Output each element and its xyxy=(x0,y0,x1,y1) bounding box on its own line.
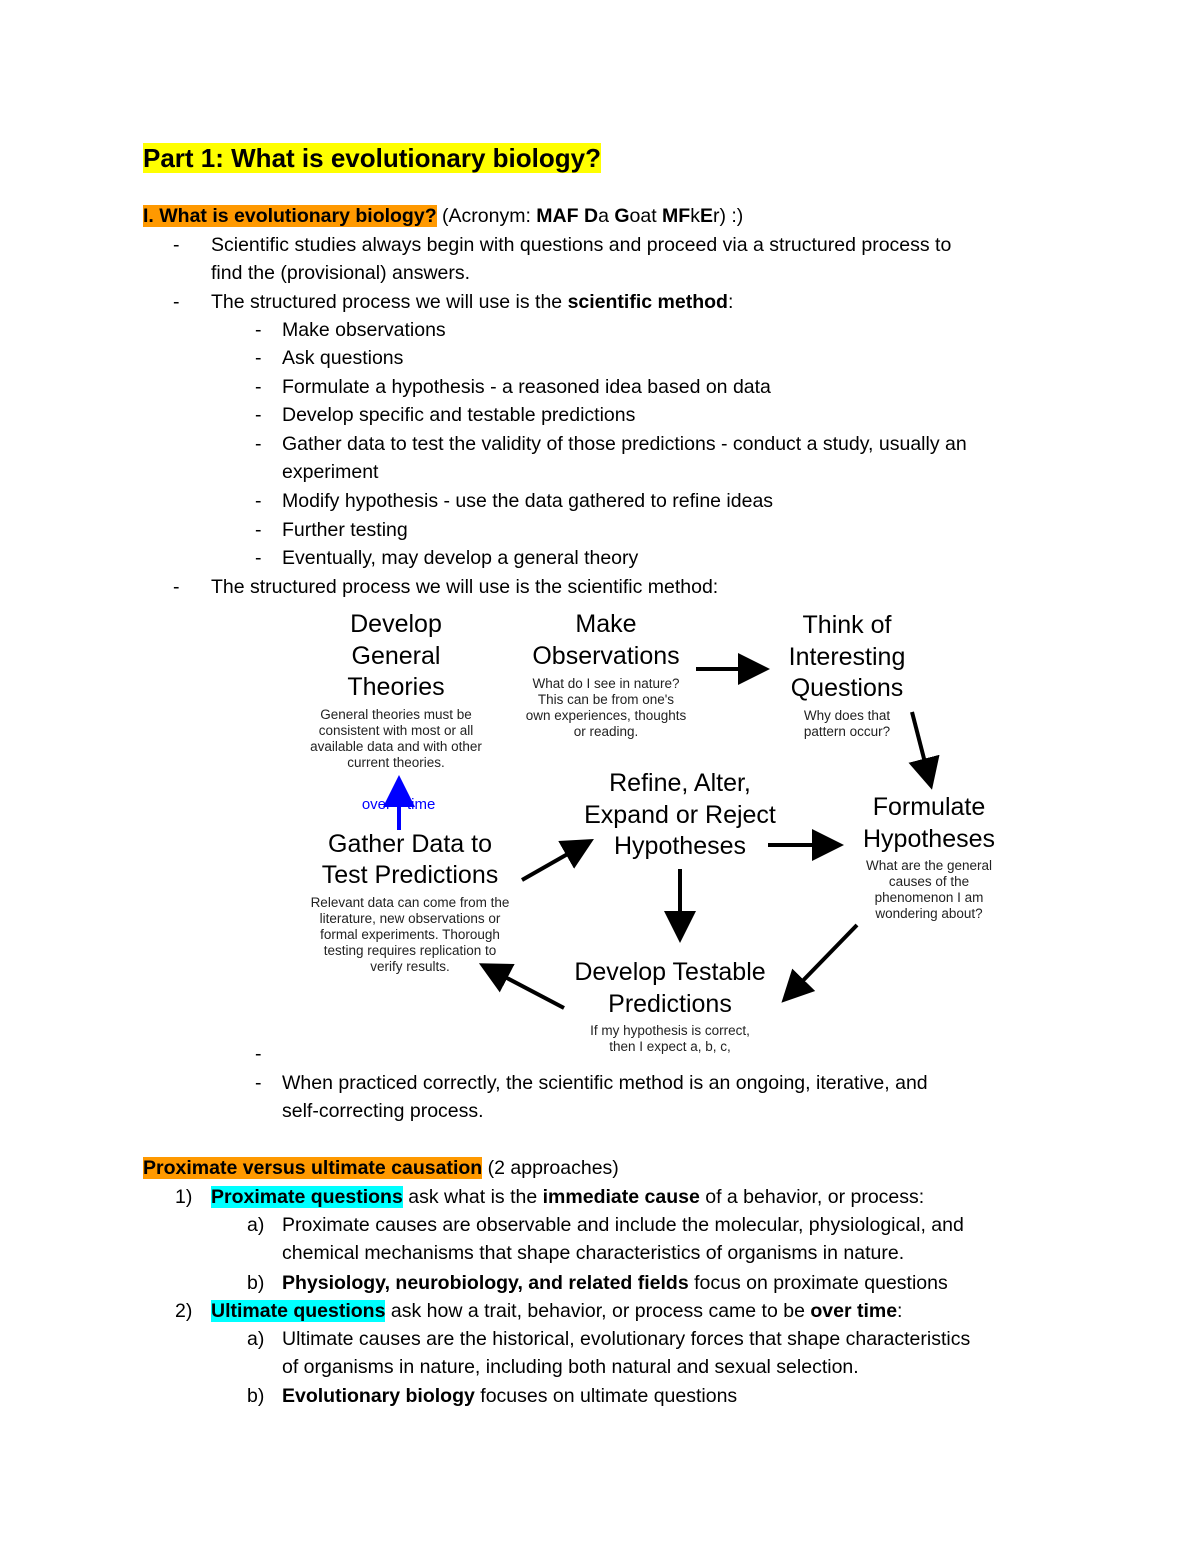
step-item: Ask questions xyxy=(282,347,404,369)
sub-bullet-dash: - xyxy=(255,347,262,369)
list-text: Ultimate causes are the historical, evolutionary forces that shape characteristics xyxy=(282,1328,971,1350)
bullet-dash: - xyxy=(173,234,180,256)
section-heading xyxy=(143,1154,619,1182)
acronym-segment: MAF xyxy=(536,205,579,227)
list-text-bold: Physiology, neurobiology, and related fields xyxy=(282,1272,689,1294)
time-text: time xyxy=(407,796,436,813)
scientific-method-diagram xyxy=(290,605,1020,1060)
node-refine xyxy=(584,769,776,860)
acronym-segment: E xyxy=(699,205,713,227)
sub-bullet-dash: - xyxy=(255,319,262,341)
node-observations xyxy=(526,610,687,739)
node-caption: formal experiments. Thorough xyxy=(320,927,500,942)
node-heading: Develop Testable xyxy=(574,958,766,986)
step-item: Gather data to test the validity of those predictions - conduct a study, usually an xyxy=(282,433,967,455)
node-heading: Think of xyxy=(802,611,892,639)
section-heading-label: Proximate versus ultimate causation xyxy=(143,1157,483,1179)
node-heading: Hypotheses xyxy=(862,825,996,853)
node-caption: verify results. xyxy=(370,959,450,974)
list-text: : xyxy=(897,1300,903,1322)
node-caption: wondering about? xyxy=(875,906,983,921)
bullet-text: When practiced correctly, the scientific method is an ongoing, iterative, and xyxy=(282,1072,928,1094)
step-item: experiment xyxy=(282,461,379,483)
sub-bullet-dash: - xyxy=(255,547,262,569)
acronym-segment: MF xyxy=(662,205,691,227)
sub-bullet-dash: - xyxy=(255,376,262,398)
node-caption: causes of the xyxy=(888,874,970,889)
node-caption: If my hypothesis is correct, xyxy=(590,1023,750,1038)
list-text-bold: immediate cause xyxy=(542,1186,700,1208)
node-heading: Predictions xyxy=(608,990,732,1018)
bullet-text: find the (provisional) answers. xyxy=(211,262,471,284)
acronym-segment: r xyxy=(712,205,720,227)
node-heading: Interesting xyxy=(788,643,906,671)
list-text: focus on proximate questions xyxy=(688,1272,948,1294)
bullet-text-pre: The structured process we will use is the xyxy=(211,291,568,313)
bullet-text: Scientific studies always begin with questions and proceed via a structured process to xyxy=(211,234,952,256)
bullet-text xyxy=(211,288,733,316)
node-caption: literature, new observations or xyxy=(319,911,501,926)
list-text: of a behavior, or process: xyxy=(699,1186,925,1208)
acronym-segment: a xyxy=(598,205,615,227)
list-number: 2) xyxy=(175,1300,193,1322)
arrow-down-icon xyxy=(912,712,930,782)
node-caption: testing requires replication to xyxy=(323,943,497,958)
arrow-up-right-icon xyxy=(522,843,587,880)
node-caption: Why does that xyxy=(803,708,891,723)
node-general-theories xyxy=(310,610,482,770)
node-caption: available data and with other xyxy=(310,739,482,754)
title-text: Part 1: What is evolutionary biology? xyxy=(143,143,601,173)
node-heading: Questions xyxy=(790,674,904,702)
sub-bullet-dash: - xyxy=(255,1072,262,1094)
step-item: Formulate a hypothesis - a reasoned idea based on data xyxy=(282,376,771,398)
node-heading: Develop xyxy=(350,610,442,638)
node-heading: Hypotheses xyxy=(613,832,747,860)
node-caption: What are the general xyxy=(865,858,993,873)
list-item xyxy=(282,1382,737,1410)
acronym-segment: oat xyxy=(629,205,663,227)
list-letter: b) xyxy=(247,1385,265,1407)
list-item xyxy=(211,1183,924,1211)
list-text: focuses on ultimate questions xyxy=(474,1385,738,1407)
node-caption: pattern occur? xyxy=(803,724,891,739)
page-title xyxy=(143,141,601,175)
list-number: 1) xyxy=(175,1186,193,1208)
node-predictions xyxy=(574,958,765,1054)
acronym-segment: D xyxy=(583,205,599,227)
node-heading: Formulate xyxy=(872,793,986,821)
ultimate-questions-label: Ultimate questions xyxy=(211,1300,386,1322)
node-heading: Refine, Alter, xyxy=(609,769,751,797)
bullet-text: The structured process we will use is the scientific method: xyxy=(211,576,719,598)
acronym-segment: k xyxy=(690,205,700,227)
list-text: Proximate causes are observable and include the molecular, physiological, and xyxy=(282,1214,964,1236)
list-text: chemical mechanisms that shape characteristics of organisms in nature. xyxy=(282,1242,905,1264)
over-text: over xyxy=(361,796,391,813)
node-heading: General xyxy=(351,642,441,670)
list-text-bold: over time xyxy=(810,1300,898,1322)
sub-bullet-dash: - xyxy=(255,519,262,541)
node-caption: or reading. xyxy=(573,724,639,739)
sub-bullet-dash: - xyxy=(255,404,262,426)
bullet-dash: - xyxy=(173,576,180,598)
list-text-bold: Evolutionary biology xyxy=(282,1385,475,1407)
list-text: ask how a trait, behavior, or process came to be xyxy=(385,1300,811,1322)
node-caption: Relevant data can come from the xyxy=(310,895,510,910)
step-item: Further testing xyxy=(282,519,408,541)
acronym xyxy=(536,205,719,227)
list-text: ask what is the xyxy=(402,1186,543,1208)
list-letter: a) xyxy=(247,1328,265,1350)
node-caption: then I expect a, b, c, xyxy=(609,1039,731,1054)
bullet-text: self-correcting process. xyxy=(282,1100,484,1122)
node-caption: own experiences, thoughts xyxy=(525,708,687,723)
node-heading: Theories xyxy=(347,673,445,701)
acronym-prefix: (Acronym: xyxy=(436,205,537,227)
node-gather xyxy=(311,830,510,974)
over-time-label xyxy=(362,783,436,830)
proximate-questions-label: Proximate questions xyxy=(211,1186,403,1208)
step-item: Make observations xyxy=(282,319,446,341)
acronym-suffix: ) :) xyxy=(719,205,744,227)
node-heading: Expand or Reject xyxy=(584,801,776,829)
sub-bullet-dash: - xyxy=(255,490,262,512)
sub-bullet-dash: - xyxy=(255,433,262,455)
node-questions xyxy=(789,611,906,739)
list-item xyxy=(211,1297,902,1325)
step-item: Eventually, may develop a general theory xyxy=(282,547,639,569)
section-heading-suffix: (2 approaches) xyxy=(482,1157,619,1179)
node-caption: General theories must be xyxy=(320,707,472,722)
arrow-left-icon xyxy=(486,967,564,1008)
section-heading xyxy=(143,202,743,230)
list-letter: b) xyxy=(247,1272,265,1294)
node-caption: phenomenon I am xyxy=(874,890,984,905)
node-heading: Gather Data to xyxy=(328,830,492,858)
list-text: of organisms in nature, including both natural and sexual selection. xyxy=(282,1356,859,1378)
list-letter: a) xyxy=(247,1214,265,1236)
arrow-down-left-icon xyxy=(787,925,857,997)
bullet-text-post: : xyxy=(727,291,734,313)
sub-bullet-dash: - xyxy=(255,1043,262,1065)
list-item xyxy=(282,1269,948,1297)
node-caption: This can be from one's xyxy=(537,692,675,707)
node-caption: consistent with most or all xyxy=(318,723,474,738)
node-heading: Make xyxy=(575,610,637,638)
node-formulate xyxy=(863,793,995,921)
node-heading: Test Predictions xyxy=(321,861,499,889)
node-caption: current theories. xyxy=(347,755,445,770)
acronym-segment: G xyxy=(614,205,630,227)
bullet-dash: - xyxy=(173,291,180,313)
bullet-text-bold: scientific method xyxy=(567,291,728,313)
step-item: Modify hypothesis - use the data gathered to refine ideas xyxy=(282,490,774,512)
node-caption: What do I see in nature? xyxy=(532,676,680,691)
step-item: Develop specific and testable predictions xyxy=(282,404,636,426)
section-heading-label: I. What is evolutionary biology? xyxy=(143,205,437,227)
node-heading: Observations xyxy=(532,642,680,670)
